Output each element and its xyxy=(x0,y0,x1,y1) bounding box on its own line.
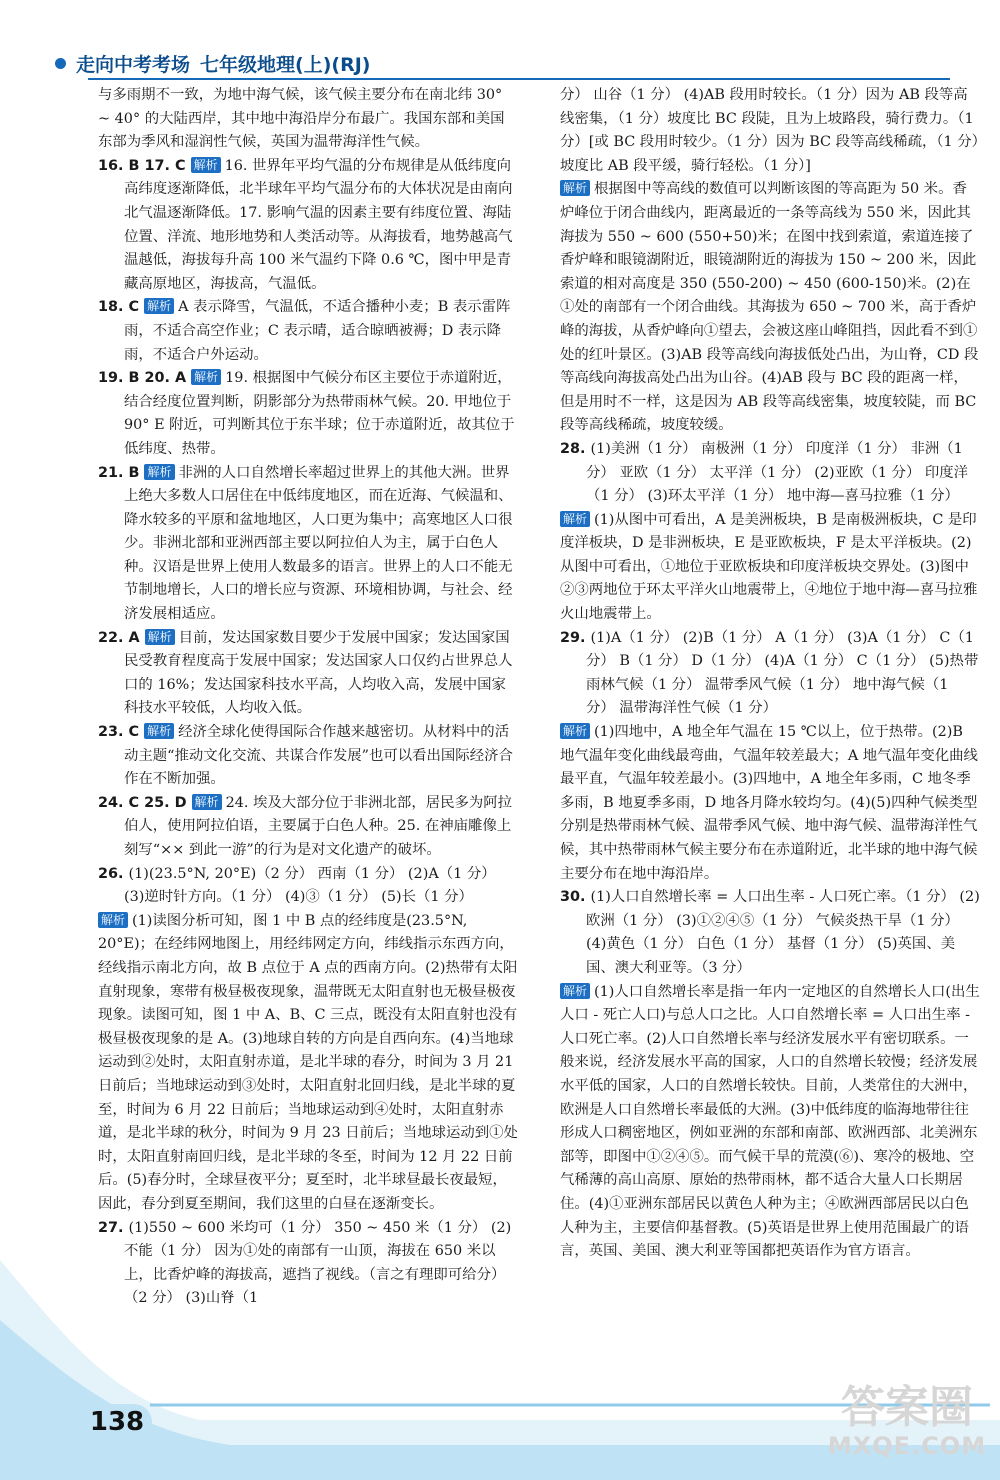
right-answer-column xyxy=(560,84,980,1264)
analysis-tag: 解析 xyxy=(98,912,128,928)
analysis-tag: 解析 xyxy=(560,511,590,527)
answer-text: 19. 根据图中气候分布区主要位于赤道附近，结合经度位置判断，阴影部分为热带雨林气候。20. 甲地位于 90° E 附近，可判断其位于东半球；位于赤道附近，故其位于低纬度、热带。 xyxy=(124,370,515,457)
question-number: 24. C 25. D xyxy=(98,794,192,811)
header-rule xyxy=(88,78,950,80)
answer-text: 16. 世界年平均气温的分布规律是从低纬度向高纬度逐渐降低，北半球年平均气温分布的大体状况是由南向北气温逐渐降低。17. 影响气温的因素主要有纬度位置、海陆位置、洋流、地形地势和人类活动等。从海拔看，地势越高气温越低，海拔每升高 100 米气温约下降 0.6 ℃，图中甲是青藏高原地区，海拔高，气温低。 xyxy=(124,157,513,292)
analysis-tag: 解析 xyxy=(191,369,221,385)
answer-text: A 表示降雪，气温低，不适合播种小麦；B 表示雷阵雨，不适合高空作业；C 表示晴，适合晾晒被褥；D 表示降雨，不适合户外运动。 xyxy=(124,299,511,363)
watermark-logo-text: 答案圈 xyxy=(841,1382,973,1433)
answer-text: (1)(23.5°N, 20°E)（2 分） 西南（1 分） (2)A（1 分） (3)逆时针方向。（1 分） (4)③（1 分） (5)长（1 分） xyxy=(124,865,496,906)
explanation-paragraph xyxy=(98,910,518,1217)
explanation-paragraph xyxy=(560,981,980,1264)
explanation-paragraph xyxy=(560,84,980,178)
question-number: 19. B 20. A xyxy=(98,370,192,387)
answer-text: (1)人口自然增长率 = 人口出生率 - 人口死亡率。（1 分） (2)欧洲（1 分） (3)①②④⑤（1 分） 气候炎热干旱（1 分） (4)黄色（1 分） 白色（1 分） 基督（1 分） (5)英国、美国、澳大利亚等。（3 分） xyxy=(586,889,980,976)
answer-text: (1)550 ~ 600 米均可（1 分） 350 ~ 450 米（1 分） (2)不能（1 分） 因为①处的南部有一山顶，海拔在 650 米以上，比香炉峰的海拔高，遮挡了视线。（言之有理即可给分）（2 分） (3)山脊（1 xyxy=(124,1219,512,1307)
answer-text: 经济全球化使得国际合作越来越密切。从材料中的活动主题“推动文化交流、共谋合作发展”也可以看出国际经济合作在不断加强。 xyxy=(124,724,513,788)
watermark-url: MXQE.COM xyxy=(827,1432,987,1460)
answer-item xyxy=(98,462,518,627)
answer-text: 分） 山谷（1 分） (4)AB 段用时较长。（1 分）因为 AB 段等高线密集，（1 分）坡度比 BC 段陡，且为上坡路段，骑行费力。（1 分）[或 BC 段用时较少。（1 分）因为 BC 段等高线稀疏，（1 分）坡度比 AB 段平缓，骑行轻松。（1 分）] xyxy=(560,87,979,174)
analysis-tag: 解析 xyxy=(145,629,175,645)
answer-item xyxy=(98,155,518,297)
answer-text: (1)从图中可看出，A 是美洲板块，B 是南极洲板块，C 是印度洋板块，D 是非洲板块，E 是亚欧板块，F 是太平洋板块。(2)从图中可看出，①地位于亚欧板块和印度洋板块交界处。(3)图中②③两地位于环太平洋火山地震带上，④地位于地中海—喜马拉雅火山地震带上。 xyxy=(560,511,978,623)
answer-text: (1)A（1 分） (2)B（1 分） A（1 分） (3)A（1 分） C（1 分） B（1 分） D（1 分） (4)A（1 分） C（1 分） (5)热带雨林气候（1 分） 温带季风气候（1 分） 地中海气候（1 分） 温带海洋性气候（1 分） xyxy=(586,629,979,717)
answer-item xyxy=(560,627,980,721)
question-number: 27. xyxy=(98,1219,129,1236)
analysis-tag: 解析 xyxy=(144,723,174,739)
question-number: 28. xyxy=(560,440,591,457)
answer-item xyxy=(98,721,518,792)
answer-text: (1)人口自然增长率是指一年内一定地区的自然增长人口(出生人口 - 死亡人口)与总人口之比。人口自然增长率 = 人口出生率 - 人口死亡率。(2)人口自然增长率与经济发展水平有密切联系。一般来说，经济发展水平高的国家，人口的自然增长较慢；经济发展水平低的国家，人口的自然增长较快。目前，人类常住的大洲中，欧洲是人口自然增长率最低的大洲。(3)中低纬度的临海地带往往形成人口稠密地区，例如亚洲的东部和南部、欧洲西部、北美洲东部等，即图中①②④⑤。而气候干旱的荒漠(⑥)、寒冷的极地、空气稀薄的高山高原、原始的热带雨林，都不适合大量人口长期居住。(4)①亚洲东部居民以黄色人种为主；④欧洲西部居民以白色人种为主，主要信仰基督教。(5)英语是世界上使用范围最广的语言，英国、美国、澳大利亚等国都把英语作为官方语言。 xyxy=(560,983,980,1260)
page-number: 138 xyxy=(82,1404,152,1440)
analysis-tag: 解析 xyxy=(560,723,590,739)
answer-item xyxy=(98,627,518,721)
answer-text: 与多雨期不一致，为地中海气候，该气候主要分布在南北纬 30° ~ 40° 的大陆西岸，其中地中海沿岸分布最广。我国东部和美国东部为季风和湿润性气候，英国为温带海洋性气候。 xyxy=(98,87,505,151)
answer-text: 根据图中等高线的数值可以判断该图的等高距为 50 米。香炉峰位于闭合曲线内，距离最近的一条等高线为 550 米，因此其海拔为 550 ~ 600 (550+50)米；在图中找到索道，索道连接了香炉峰和眼镜湖附近，眼镜湖附近的海拔为 150 ~ 200 米，因此索道的相对高度是 350 (550-200) ~ 450 (600-150)米。(2)在①处的南部有一个闭合曲线。其海拔为 650 ~ 700 米，高于香炉峰的海拔，从香炉峰向①望去，会被这座山峰阻挡，因此看不到①处的红叶景区。(3)AB 段等高线向海拔低处凸出，为山脊，CD 段等高线向海拔高处凸出为山谷。(4)AB 段与 BC 段的距离一样，但是用时不一样，这是因为 AB 段等高线密集，坡度较陡，而 BC 段等高线稀疏，坡度较缓。 xyxy=(560,181,979,434)
explanation-paragraph xyxy=(560,721,980,886)
answer-text: 24. 埃及大部分位于非洲北部，居民多为阿拉伯人，使用阿拉伯语，主要属于白色人种。25. 在神庙雕像上刻写“×× 到此一游”的行为是对文化遗产的破坏。 xyxy=(124,794,513,858)
answer-text: (1)美洲（1 分） 南极洲（1 分） 印度洋（1 分） 非洲（1 分） 亚欧（1 分） 太平洋（1 分） (2)亚欧（1 分） 印度洋（1 分） (3)环太平洋（1 分） 地中海—喜马拉雅（1 分） xyxy=(586,440,969,505)
answer-item xyxy=(98,367,518,461)
question-number: 21. B xyxy=(98,464,145,481)
analysis-tag: 解析 xyxy=(192,794,222,810)
answer-item xyxy=(560,438,980,509)
subject-title: 七年级地理(上)(RJ) xyxy=(200,53,371,76)
analysis-tag: 解析 xyxy=(144,298,174,314)
analysis-tag: 解析 xyxy=(191,157,221,173)
book-series-title: 走向中考考场 xyxy=(76,53,191,76)
explanation-paragraph xyxy=(98,84,518,155)
question-number: 30. xyxy=(560,889,591,906)
analysis-tag: 解析 xyxy=(560,983,590,999)
question-number: 18. C xyxy=(98,299,145,316)
answer-item xyxy=(98,792,518,863)
answer-text: (1)读图分析可知，图 1 中 B 点的经纬度是(23.5°N, 20°E)；在经纬网地图上，用经纬网定方向，纬线指示东西方向，经线指示南北方向，故 B 点位于 A 点的西南方向。(2)热带有太阳直射现象，寒带有极昼极夜现象，温带既无太阳直射也无极昼极夜现象。读图可知，图 1 中 A、B、C 三点，既没有太阳直射也没有极昼极夜现象的是 A。(3)地球自转的方向是自西向东。(4)当地球运动到②处时，太阳直射赤道，是北半球的春分，时间为 3 月 21 日前后；当地球运动到③处时，太阳直射北回归线，是北半球的夏至，时间为 6 月 22 日前后；当地球运动到④处时，太阳直射赤道，是北半球的秋分，时间为 9 月 23 日前后；当地球运动到①处时，太阳直射南回归线，是北半球的冬至，时间为 12 月 22 日前后。(5)春分时，全球昼夜平分；夏至时，北半球昼最长夜最短，因此，春分到夏至期间，我们这里的白昼在逐渐变长。 xyxy=(98,912,518,1212)
question-number: 16. B 17. C xyxy=(98,157,191,174)
analysis-tag: 解析 xyxy=(560,180,590,196)
page-header xyxy=(55,48,370,78)
watermark xyxy=(822,1384,992,1460)
answer-item xyxy=(560,886,980,980)
answer-text: 目前，发达国家数目要少于发展中国家；发达国家国民受教育程度高于发展中国家；发达国家人口仅约占世界总人口的 16%；发达国家科技水平高，人均收入高，发展中国家科技水平较低，人均收入低。 xyxy=(124,629,513,717)
bullet-icon xyxy=(55,58,66,69)
answer-text: (1)四地中，A 地全年气温在 15 ℃以上，位于热带。(2)B 地气温年变化曲线最弯曲，气温年较差最大；A 地气温年变化曲线最平直，气温年较差最小。(3)四地中，A 地全年多雨，C 地冬季多雨，B 地夏季多雨，D 地各月降水较均匀。(4)(5)四种气候类型分别是热带雨林气候、温带季风气候、地中海气候、温带海洋性气候，其中热带雨林气候主要分布在赤道附近，北半球的地中海气候主要分布在地中海沿岸。 xyxy=(560,724,978,882)
question-number: 26. xyxy=(98,865,129,882)
explanation-paragraph xyxy=(560,178,980,438)
question-number: 29. xyxy=(560,629,591,646)
question-number: 23. C xyxy=(98,724,145,741)
answer-text: 非洲的人口自然增长率超过世界上的其他大洲。世界上绝大多数人口居住在中低纬度地区，而在近海、气候温和、降水较多的平原和盆地地区，人口更为集中；高寒地区人口很少。非洲北部和亚洲西部主要以阿拉伯人为主，属于白色人种。汉语是世界上使用人数最多的语言。世界上的人口不能无节制地增长，人口的增长应与资源、环境相协调，与社会、经济发展相适应。 xyxy=(124,464,513,623)
question-number: 22. A xyxy=(98,629,145,646)
answer-item xyxy=(98,863,518,910)
explanation-paragraph xyxy=(560,509,980,627)
analysis-tag: 解析 xyxy=(144,464,174,480)
left-answer-column xyxy=(98,84,518,1311)
answer-item xyxy=(98,296,518,367)
